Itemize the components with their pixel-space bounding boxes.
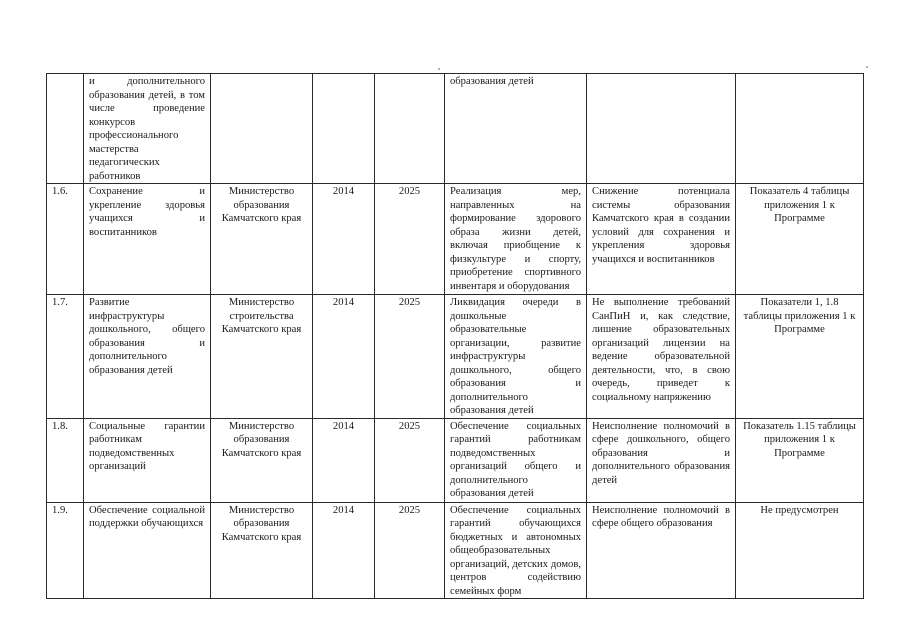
consequence-of-non-implementation: Не выполнение требований СанПиН и, как следствие, лишение образовательных организаций лицензии на ведение образовательной деятельности, что, в свою очередь, приведет к социальному напряжению: [587, 295, 736, 419]
expected-result: Обеспечение социальных гарантий работникам подведомственных организаций общего и дополнительного образования детей: [445, 418, 587, 502]
related-indicator: [736, 74, 864, 184]
responsible-executor: Министерство образования Камчатского края: [211, 418, 313, 502]
related-indicator: Показатель 4 таблицы приложения 1 к Программе: [736, 184, 864, 295]
start-year: 2014: [313, 295, 375, 419]
related-indicator: Показатели 1, 1.8 таблицы приложения 1 к Программе: [736, 295, 864, 419]
end-year: 2025: [375, 502, 445, 599]
row-number: [47, 74, 84, 184]
activity-name: и дополнительного образования детей, в том числе проведение конкурсов профессионального мастерства педагогических работников: [84, 74, 211, 184]
end-year: 2025: [375, 184, 445, 295]
table-row: [47, 295, 864, 419]
table-row: [47, 418, 864, 502]
start-year: 2014: [313, 184, 375, 295]
scan-speck: [866, 66, 868, 68]
row-number: 1.9.: [47, 502, 84, 599]
expected-result: образования детей: [445, 74, 587, 184]
responsible-executor: Министерство образования Камчатского края: [211, 502, 313, 599]
related-indicator: Не предусмотрен: [736, 502, 864, 599]
row-number: 1.7.: [47, 295, 84, 419]
end-year: [375, 74, 445, 184]
start-year: 2014: [313, 418, 375, 502]
expected-result: Реализация мер, направленных на формирование здорового образа жизни детей, включая приобщение к физкультуре и спорту, приобретение спортивного инвентаря и оборудования: [445, 184, 587, 295]
responsible-executor: [211, 74, 313, 184]
end-year: 2025: [375, 295, 445, 419]
scan-speck: [438, 68, 440, 70]
consequence-of-non-implementation: Снижение потенциала системы образования Камчатского края в создании условий для сохранения и укрепления здоровья учащихся и воспитанников: [587, 184, 736, 295]
start-year: [313, 74, 375, 184]
end-year: 2025: [375, 418, 445, 502]
responsible-executor: Министерство строительства Камчатского края: [211, 295, 313, 419]
expected-result: Ликвидация очереди в дошкольные образовательные организации, развитие инфраструктуры дошкольного, общего образования и дополнительного образования детей: [445, 295, 587, 419]
activity-name: Сохранение и укрепление здоровья учащихся и воспитанников: [84, 184, 211, 295]
related-indicator: Показатель 1.15 таблицы приложения 1 к Программе: [736, 418, 864, 502]
consequence-of-non-implementation: [587, 74, 736, 184]
consequence-of-non-implementation: Неисполнение полномочий в сфере общего образования: [587, 502, 736, 599]
expected-result: Обеспечение социальных гарантий обучающихся бюджетных и автономных общеобразовательных организаций, детских домов, центров содействию семейных форм: [445, 502, 587, 599]
start-year: 2014: [313, 502, 375, 599]
table-row: [47, 502, 864, 599]
activity-name: Социальные гарантии работникам подведомственных организаций: [84, 418, 211, 502]
row-number: 1.6.: [47, 184, 84, 295]
table-row: [47, 184, 864, 295]
row-number: 1.8.: [47, 418, 84, 502]
table-row: [47, 74, 864, 184]
responsible-executor: Министерство образования Камчатского края: [211, 184, 313, 295]
program-activities-table: [46, 73, 864, 599]
consequence-of-non-implementation: Неисполнение полномочий в сфере дошкольного, общего образования и дополнительного образования детей: [587, 418, 736, 502]
activity-name: Обеспечение социальной поддержки обучающихся: [84, 502, 211, 599]
activity-name: Развитие инфраструктуры дошкольного, общего образования и дополнительного образования детей: [84, 295, 211, 419]
